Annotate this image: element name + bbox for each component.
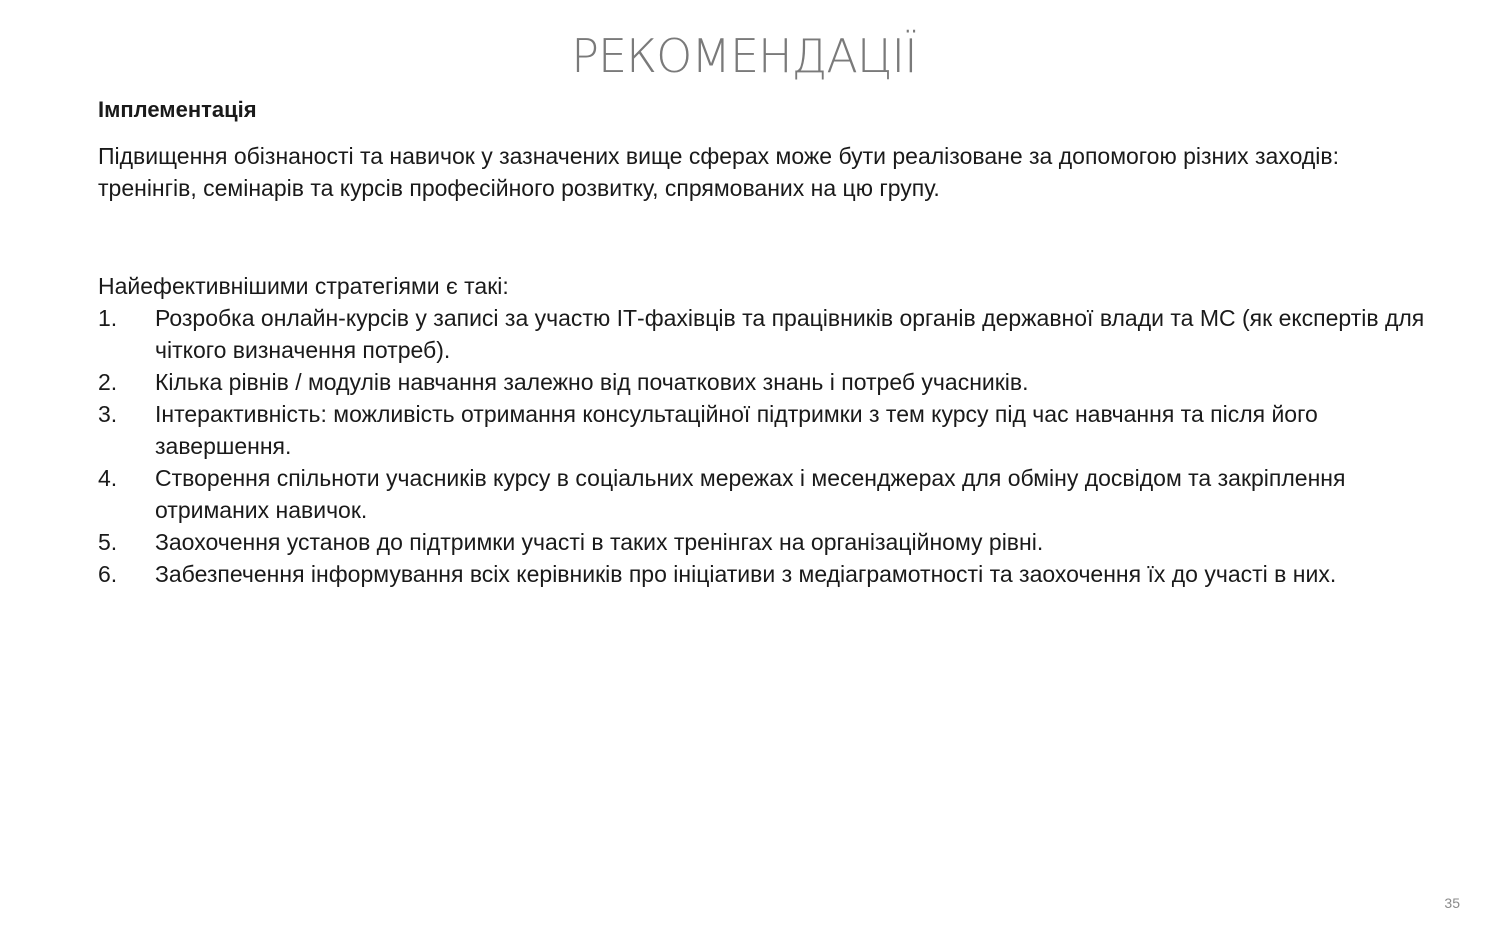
list-item-number: 3. bbox=[98, 401, 118, 427]
strategies-lead: Найефективнішими стратегіями є такі: bbox=[98, 273, 509, 299]
list-item bbox=[98, 398, 1438, 462]
strategies-list bbox=[98, 302, 1438, 590]
list-item-text: Створення спільноти учасників курсу в соціальних мережах і месенджерах для обміну досвідом та закріплення отриманих навичок. bbox=[155, 465, 1346, 523]
list-item-text: Кілька рівнів / модулів навчання залежно від початкових знань і потреб учасників. bbox=[155, 369, 1029, 395]
list-item bbox=[98, 526, 1438, 558]
list-item bbox=[98, 558, 1438, 590]
list-item bbox=[98, 462, 1438, 526]
slide-content bbox=[98, 94, 1438, 590]
list-item-number: 4. bbox=[98, 465, 118, 491]
intro-paragraph: Підвищення обізнаності та навичок у зазначених вище сферах може бути реалізоване за допомогою різних заходів: тренінгів, семінарів та курсів професійного розвитку, спрямованих на цю групу. bbox=[98, 143, 1340, 201]
page-number: 35 bbox=[1444, 895, 1460, 911]
list-item bbox=[98, 366, 1438, 398]
slide-title: РЕКОМЕНДАЦІЇ bbox=[571, 29, 917, 83]
list-item-text: Заохочення установ до підтримки участі в таких тренінгах на організаційному рівні. bbox=[155, 529, 1044, 555]
list-item-text: Забезпечення інформування всіх керівників про ініціативи з медіаграмотності та заохочення їх до участі в них. bbox=[155, 561, 1337, 587]
section-heading: Імплементація bbox=[98, 97, 257, 122]
list-item-number: 6. bbox=[98, 561, 118, 587]
list-item-text: Розробка онлайн-курсів у записі за участю ІТ-фахівців та працівників органів державної влади та МС (як експертів для чіткого визначення потреб). bbox=[155, 305, 1425, 363]
list-item bbox=[98, 302, 1438, 366]
list-item-number: 2. bbox=[98, 369, 118, 395]
list-item-text: Інтерактивність: можливість отримання консультаційної підтримки з тем курсу під час навчання та після його завершення. bbox=[155, 401, 1318, 459]
list-item-number: 5. bbox=[98, 529, 118, 555]
list-item-number: 1. bbox=[98, 305, 118, 331]
